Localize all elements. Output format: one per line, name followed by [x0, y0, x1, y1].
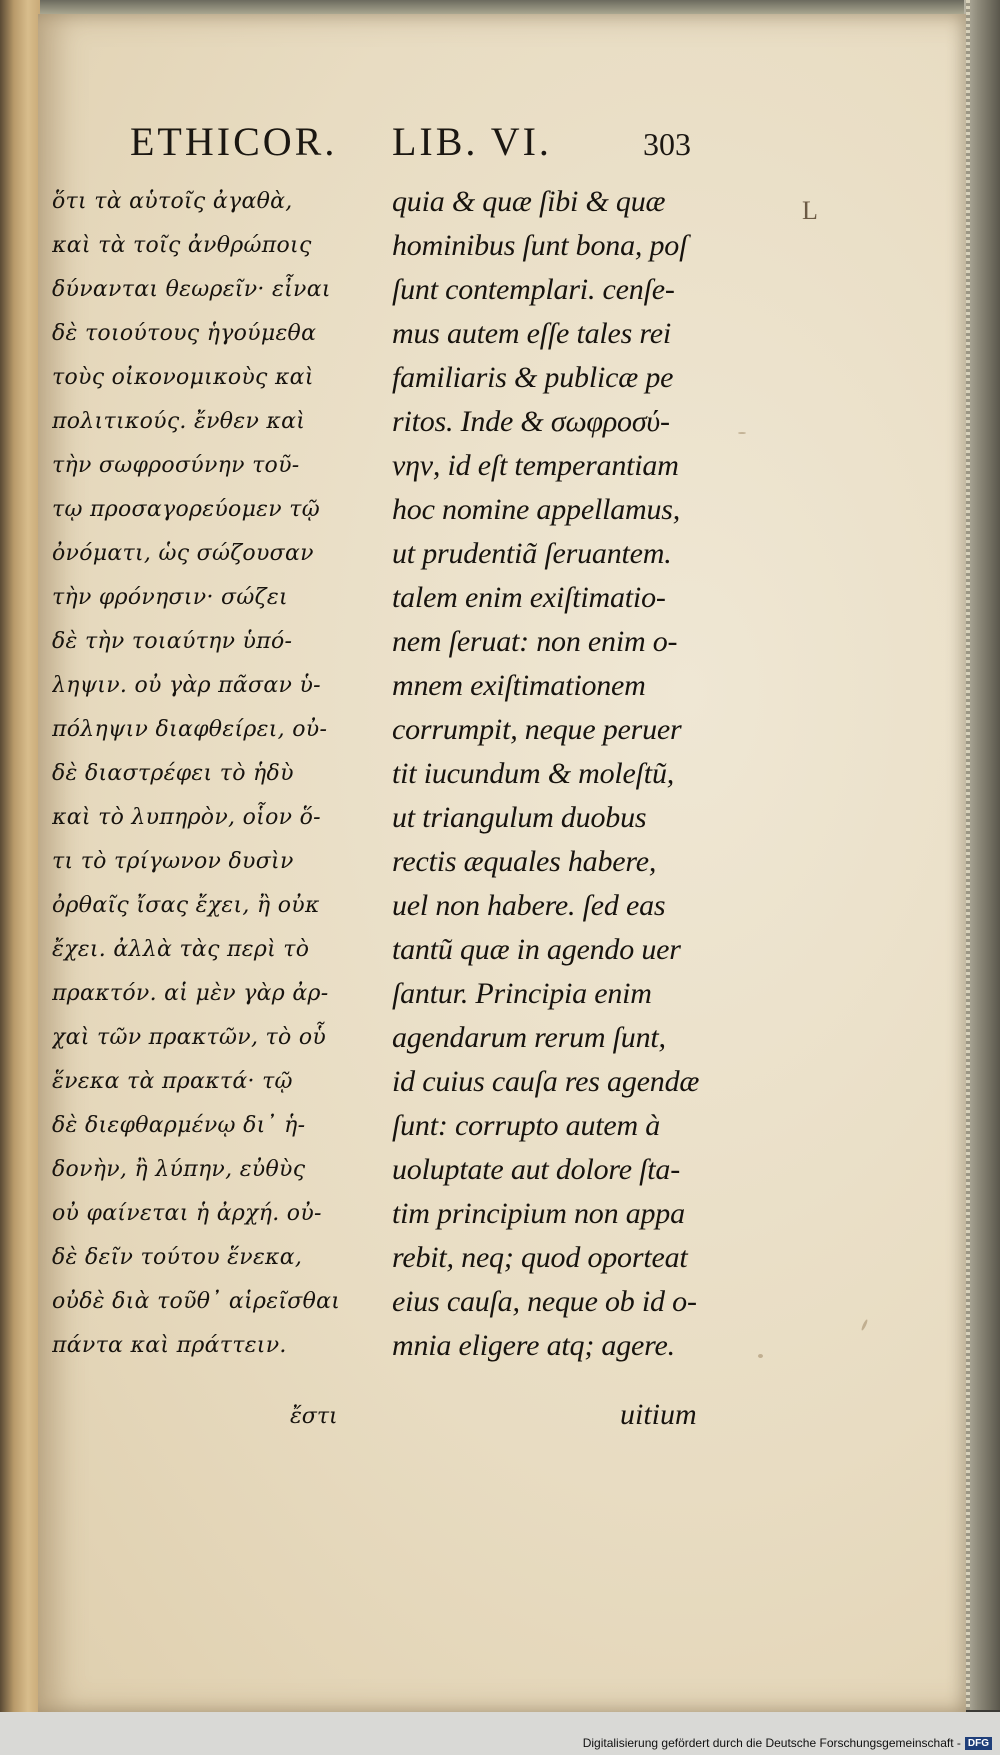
greek-text-line: ἔχει. ἀλλὰ τὰς περὶ τὸ [52, 937, 310, 962]
greek-text-line: δὲ τοιούτους ἡγούμεθα [52, 321, 317, 346]
latin-text-line: talem enim exiſtimatio- [392, 581, 666, 614]
book-fore-edge [964, 0, 1000, 1710]
page-number: 303 [643, 126, 691, 162]
latin-text-line: nem ſeruat: non enim o- [392, 625, 678, 658]
scan-top-border [0, 0, 1000, 14]
greek-text-line: χαὶ τῶν πρακτῶν, τὸ οὗ [52, 1025, 327, 1050]
greek-text-line: τι τὸ τρίγωνον δυσὶν [52, 849, 294, 874]
latin-text-line: agendarum rerum ſunt, [392, 1021, 666, 1054]
greek-text-line: ληψιν. οὐ γὰρ πᾶσαν ὑ- [52, 673, 321, 698]
greek-text-line: τῳ προσαγορεύομεν τῷ [52, 497, 320, 522]
running-title-left: ETHICOR. [130, 119, 338, 164]
greek-text-line: ἕνεκα τὰ πρακτά· τῷ [52, 1069, 293, 1094]
latin-column [392, 180, 722, 1368]
greek-text-line: καὶ τὰ τοῖς ἀνθρώποις [52, 233, 312, 258]
dfg-logo: DFG [965, 1737, 992, 1750]
latin-text-line: uoluptate aut dolore ſta- [392, 1153, 681, 1186]
greek-text-line: πάντα καὶ πράττειν. [52, 1333, 287, 1358]
facing-page-edge [0, 0, 40, 1730]
greek-text-line: δύνανται θεωρεῖν· εἶναι [52, 277, 331, 302]
latin-text-line: ut triangulum duobus [392, 801, 647, 834]
greek-text-line: τοὺς οἰκονομικοὺς καὶ [52, 365, 314, 390]
latin-text-line: mnia eligere atq; agere. [392, 1329, 675, 1362]
latin-text-line: id cuius cauſa res agendæ [392, 1065, 700, 1098]
latin-text-line: νην, id eſt temperantiam [392, 449, 679, 482]
latin-text-line: hominibus ſunt bona, poſ [392, 229, 688, 262]
latin-text-line: tantũ quæ in agendo uer [392, 933, 681, 966]
greek-text-line: οὐδὲ διὰ τοῦθ᾽ αἱρεῖσθαι [52, 1289, 341, 1314]
latin-text-line: ſantur. Principia enim [392, 977, 652, 1010]
running-header [130, 118, 730, 168]
digitization-credit [583, 1736, 992, 1750]
greek-text-line: ὅτι τὰ αὑτοῖς ἀγαθὰ, [52, 189, 293, 214]
page-stain [861, 1319, 869, 1331]
margin-mark: L [802, 196, 818, 225]
greek-text-line: δὲ τὴν τοιαύτην ὑπό- [52, 629, 293, 654]
greek-text-line: πρακτόν. αἱ μὲν γὰρ ἀρ- [52, 981, 329, 1006]
latin-text-line: rebit, neq; quod oporteat [392, 1241, 688, 1274]
greek-text-line: τὴν σωφροσύνην τοῦ- [52, 453, 300, 478]
latin-catchword: uitium [620, 1398, 697, 1431]
page-stain [738, 432, 746, 434]
latin-text-line: mnem exiſtimationem [392, 669, 646, 702]
latin-text-line: ut prudentiã ſeruantem. [392, 537, 672, 570]
latin-text-line: quia & quæ ſibi & quæ [392, 185, 666, 218]
running-title-right: LIB. VI. [392, 119, 552, 164]
latin-text-line: ſunt contemplari. cenſe- [392, 273, 675, 306]
greek-text-line: δὲ δεῖν τούτου ἕνεκα, [52, 1245, 303, 1270]
greek-text-line: οὐ φαίνεται ἡ ἀρχή. οὐ- [52, 1201, 322, 1226]
greek-column [52, 180, 354, 1368]
greek-text-line: καὶ τὸ λυπηρὸν, οἷον ὅ- [52, 805, 321, 830]
latin-text-line: eius cauſa, neque ob id o- [392, 1285, 697, 1318]
latin-text-line: ſunt: corrupto autem à [392, 1109, 661, 1142]
latin-text-line: mus autem eſſe tales rei [392, 317, 672, 350]
latin-text-line: tim principium non appa [392, 1197, 685, 1230]
greek-text-line: πολιτικούς. ἔνθεν καὶ [52, 409, 306, 434]
greek-text-line: ὀνόματι, ὡς σώζουσαν [52, 541, 314, 566]
greek-catchword: ἔστι [290, 1404, 338, 1429]
greek-text-line: δὲ διεφθαρμένῳ δι᾽ ἡ- [52, 1113, 306, 1138]
latin-text-line: corrumpit, neque peruer [392, 713, 682, 746]
greek-text-line: τὴν φρόνησιν· σώζει [52, 585, 288, 610]
page-stain [758, 1354, 763, 1358]
greek-text-line: πόληψιν διαφθείρει, οὐ- [52, 717, 328, 742]
credit-text: Digitalisierung gefördert durch die Deutsche Forschungsgemeinschaft - [582, 1736, 961, 1750]
latin-text-line: ritos. Inde & σωφροσύ- [392, 405, 670, 438]
latin-text-line: tit iucundum & moleſtũ, [392, 757, 675, 790]
latin-text-line: rectis æquales habere, [392, 845, 657, 878]
latin-text-line: hoc nomine appellamus, [392, 493, 681, 526]
greek-text-line: ὀρθαῖς ἴσας ἔχει, ἢ οὐκ [52, 893, 320, 918]
latin-text-line: familiaris & publicæ pe [392, 361, 674, 394]
greek-text-line: δονὴν, ἢ λύπην, εὐθὺς [52, 1157, 306, 1182]
greek-text-line: δὲ διαστρέφει τὸ ἡδὺ [52, 761, 294, 786]
latin-text-line: uel non habere. ſed eas [392, 889, 666, 922]
